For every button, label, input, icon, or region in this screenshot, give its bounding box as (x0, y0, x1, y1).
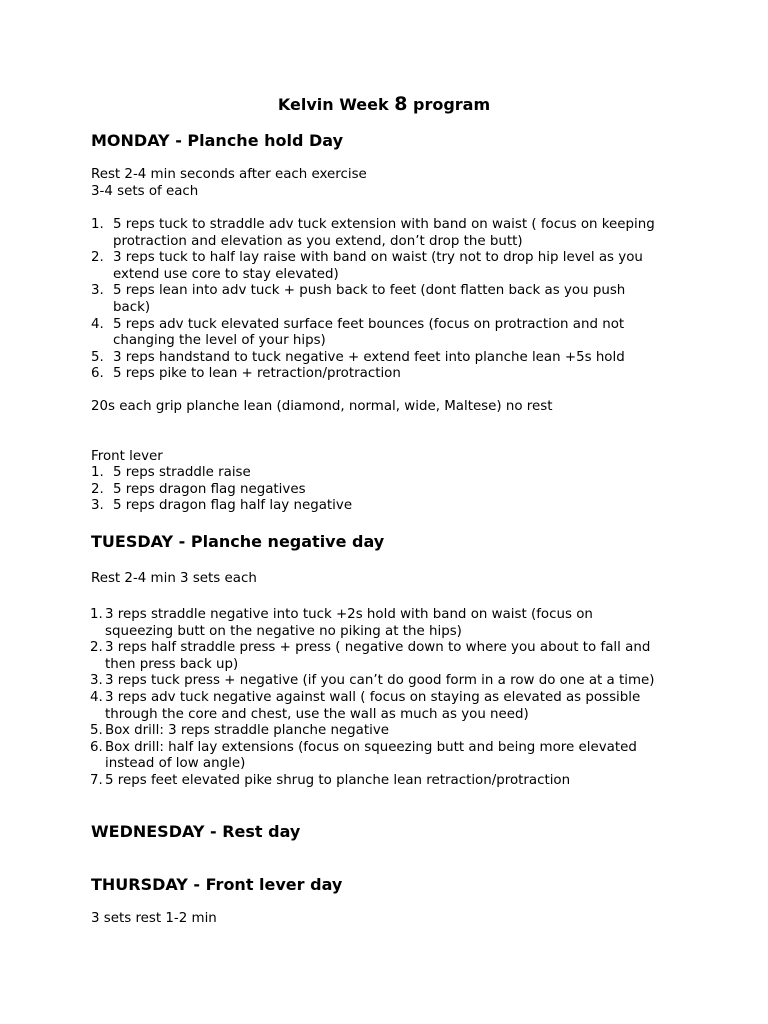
list-item: 2. 3 reps tuck to half lay raise with band on waist (try not to drop hip level as you extend use core to stay elevated) (91, 250, 643, 282)
list-item: 1. 5 reps tuck to straddle adv tuck extension with band on waist ( focus on keeping protraction and elevation as you extend, don’t drop the butt) (91, 217, 655, 249)
list-item: 6. 5 reps pike to lean + retraction/protraction (91, 366, 401, 382)
list-item: 7. 5 reps feet elevated pike shrug to planche lean retraction/protraction (90, 772, 571, 788)
list-item: 2. 5 reps dragon flag negatives (91, 481, 306, 497)
list-item: 1. 3 reps straddle negative into tuck +2s hold with band on waist (focus on squeezing butt on the negative no piking at the hips) (90, 607, 593, 639)
front-lever-list (91, 465, 691, 515)
list-item: 4. 5 reps adv tuck elevated surface feet bounces (focus on protraction and not changing the level of your hips) (91, 316, 625, 349)
list-item: 3. 5 reps lean into adv tuck + push back to feet (dont flatten back as you push back) (91, 283, 626, 315)
monday-sets-note: 3-4 sets of each (91, 184, 199, 199)
list-item: 3. 5 reps dragon flag half lay negative (91, 498, 353, 514)
monday-exercise-list (91, 217, 691, 383)
title-prefix: Kelvin Week (277, 95, 395, 114)
title-suffix: program (407, 95, 491, 114)
list-item: 2. 3 reps half straddle press + press ( negative down to where you about to fall and then press back up) (90, 640, 651, 672)
tuesday-heading: TUESDAY - Planche negative day (91, 532, 385, 551)
list-item: 1. 5 reps straddle raise (91, 465, 251, 480)
list-item: 5. Box drill: 3 reps straddle planche negative (90, 723, 390, 739)
list-item: 5. 3 reps handstand to tuck negative + extend feet into planche lean +5s hold (91, 349, 625, 365)
monday-heading: MONDAY - Planche hold Day (91, 131, 344, 150)
wednesday-heading: WEDNESDAY - Rest day (91, 822, 301, 841)
title-week-number: 8 (394, 93, 408, 115)
thursday-heading: THURSDAY - Front lever day (91, 875, 343, 894)
list-item: 3. 3 reps tuck press + negative (if you can’t do good form in a row do one at a time) (90, 673, 655, 689)
document-title (0, 92, 768, 117)
tuesday-exercise-list (90, 607, 700, 790)
list-item: 4. 3 reps adv tuck negative against wall ( focus on staying as elevated as possible through the core and chest, use the wall as much as you need) (90, 689, 641, 722)
thursday-rest-note: 3 sets rest 1-2 min (91, 911, 217, 926)
list-item: 6. Box drill: half lay extensions (focus on squeezing butt and being more elevated instead of low angle) (90, 739, 637, 772)
grip-lean-note: 20s each grip planche lean (diamond, normal, wide, Maltese) no rest (91, 399, 553, 414)
front-lever-label: Front lever (91, 449, 163, 464)
monday-rest-note: Rest 2-4 min seconds after each exercise (91, 167, 367, 182)
tuesday-rest-note: Rest 2-4 min 3 sets each (91, 571, 257, 586)
